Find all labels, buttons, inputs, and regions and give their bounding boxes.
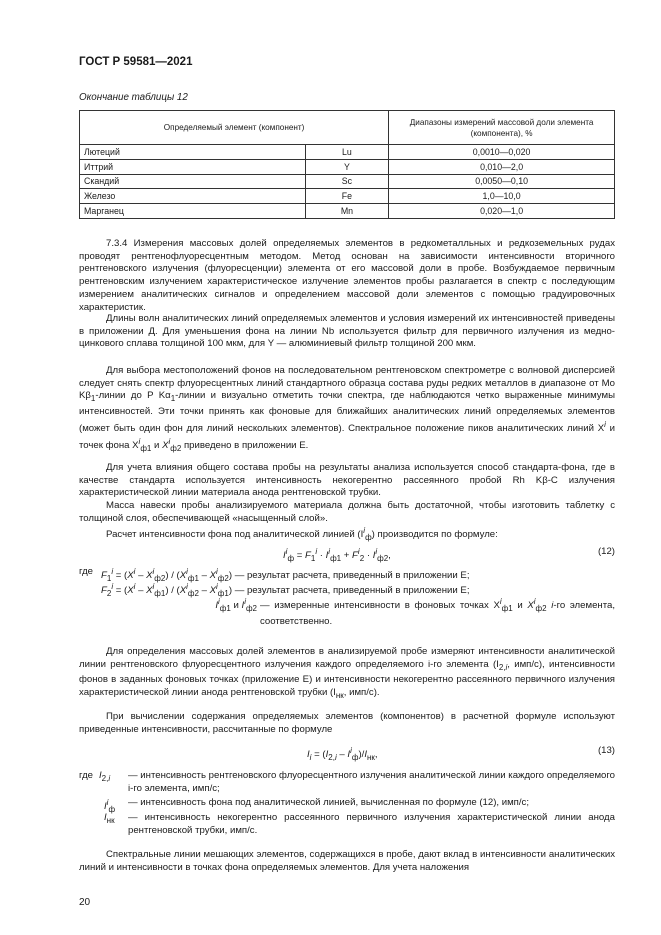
- table-cell-symbol: Lu: [305, 145, 389, 160]
- table-cell-symbol: Y: [305, 159, 389, 174]
- table-header-element: Определяемый элемент (компонент): [80, 111, 389, 145]
- table-cell-name: Железо: [80, 189, 306, 204]
- table-cell-symbol: Fe: [305, 189, 389, 204]
- term-ink: $I_{нк}$: [104, 812, 115, 825]
- table-cell-symbol: Mn: [305, 204, 389, 219]
- paragraph-background-calc: Расчет интенсивности фона под аналитической линией $(I^i_ф)$ производится по формуле:: [106, 526, 498, 543]
- where-label: где: [79, 566, 94, 577]
- table-row: [80, 174, 615, 189]
- table-row: [80, 189, 615, 204]
- desc-i2i: — интенсивность рентгеновского флуоресцентного излучения аналитической линии каждого определяемого i-го элемента, имп/с;: [128, 770, 615, 794]
- table-row: [80, 145, 615, 160]
- table-caption: Окончание таблицы 12: [79, 92, 188, 103]
- table-header-range: Диапазоны измерений массовой доли элемента (компонента), %: [389, 111, 615, 145]
- definition-term-ibg: $I^i_{ф1}$ и $I^i_{ф2}$: [215, 597, 257, 614]
- elements-table: [79, 110, 615, 219]
- paragraph-reduced-intensity: При вычислении содержания определяемых элементов (компонентов) в расчетной формуле используют приведенные интенсивности, рассчитанные по формуле: [79, 711, 615, 735]
- term-i2i: $I_{2,i}$: [99, 770, 111, 783]
- formula-13: $I_i = (I_{2,i} - I^i_ф)/I_{нк}$,: [307, 746, 378, 763]
- table-cell-range: 0,0050—0,10: [389, 174, 615, 189]
- paragraph-7-3-4: 7.3.4 Измерения массовых долей определяемых элементов в редкометалльных и редкоземельных рудах проводят рентгенофлуоресцентным методом. Метод основан на зависимости интенсивности вторичного рентгеновского излучения (флуоресценции) элемента от его массовой доли в пробе. Возбуждаемое первичным рентгеновским излучением характеристическое излучение элементов пробы разлагается в спектр с последующим измерением аналитических сигналов и определением массовой доли элементов с помощью градуировочных характеристик.: [79, 238, 615, 313]
- table-cell-name: Лютеций: [80, 145, 306, 160]
- definition-desc-ibg: — измеренные интенсивности в фоновых точках $X^i_{ф1}$ и $X^i_{ф2}$ i-го элемента, соответственно.: [260, 597, 616, 627]
- paragraph-interfering-lines: Спектральные линии мешающих элементов, содержащихся в пробе, дают вклад в интенсивности аналитических линий и интенсивности в точках фона определяемых элементов. Для учета наложения: [79, 849, 615, 873]
- page-number: 20: [79, 897, 91, 908]
- table-cell-range: 0,010—2,0: [389, 159, 615, 174]
- table-cell-range: 0,0010—0,020: [389, 145, 615, 160]
- table-cell-name: Иттрий: [80, 159, 306, 174]
- table-cell-symbol: Sc: [305, 174, 389, 189]
- paragraph-measurement: Для определения массовых долей элементов в анализируемой пробе измеряют интенсивности аналитической линии рентгеновского флуоресцентного излучения каждого определяемого i-го элемента ($I_{2,i}$, имп/с), интенсивности фонов в заданных фоновых точках (приложение Е) и интенсивности некогерентно рассеянного первичного излучения характеристической линии анода рентгеновской трубки ($I_{нк}$, имп/с).: [79, 646, 615, 700]
- where-label-2: где: [79, 770, 94, 781]
- paragraph-wavelengths: Длины волн аналитических линий определяемых элементов и условия измерений их интенсивностей приведены в приложении Д. Для уменьшения фона на линии Nb используется фильтр для первичного излучения из медно-цинкового сплава толщиной 100 мкм, для Y — алюминиевый фильтр толщиной 200 мкм.: [79, 313, 615, 350]
- term-iphi: $I^i_ф$: [104, 798, 116, 815]
- definition-f2: $F_2^i = (X^i - X^i_{ф1}) / (X^i_{ф2} - X^i_{ф1})$ — результат расчета, приведенный в приложении Е;: [101, 582, 470, 599]
- desc-iphi: — интенсивность фона под аналитической линией, вычисленная по формуле (12), имп/с;: [128, 797, 529, 808]
- formula-13-number: (13): [597, 745, 615, 756]
- formula-12-number: (12): [597, 546, 615, 557]
- table-row: [80, 159, 615, 174]
- table-row: [80, 204, 615, 219]
- desc-ink: — интенсивность некогерентно рассеянного первичного излучения характеристической линии анода рентгеновской трубки, имп/с.: [128, 812, 615, 836]
- table-cell-range: 0,020—1,0: [389, 204, 615, 219]
- definition-f1: $F_1^i = (X^i - X^i_{ф2}) / (X^i_{ф1} - X^i_{ф2})$ — результат расчета, приведенный в приложении Е;: [101, 567, 470, 584]
- paragraph-standard-background: Для учета влияния общего состава пробы на результаты анализа используется способ стандарта-фона, где в качестве стандарта используется интенсивность некогерентно рассеянного пробой Rh Kβ-С излучения характеристической линии материала анода рентгеновской трубки.: [79, 462, 615, 499]
- document-header: ГОСТ Р 59581—2021: [79, 56, 193, 68]
- paragraph-sample-mass: Масса навески пробы анализируемого материала должна быть достаточной, чтобы изготовить таблетку с толщиной слоя, обеспечивающей «насыщенный слой».: [79, 500, 615, 524]
- formula-12: $I^i_ф = F_1^i \cdot I^i_{ф1} + F^i_2 \cdot I^i_{ф2}$,: [283, 547, 391, 564]
- paragraph-background-points: Для выбора местоположений фонов на последовательном рентгеновском спектрометре с волновой дисперсией следует снять спектр флуоресцентных линий стандартного образца состава руды редких металлов в диапазоне от Mo $K\beta_1$-линии до P $K\alpha_1$-линии и визуально отметить точки спектра, где наблюдаются четко выраженные минимумы интенсивностей. Эти точки принять как фоновые для ближайших аналитических линий определяемых элементов (может быть один фон для линий нескольких элементов). Спектральное положение пиков аналитических линий $X^i$ и точек фона $X^i_{ф1}$ и $X^i_{ф2}$ приведено в приложении Е.: [79, 365, 615, 453]
- table-cell-range: 1,0—10,0: [389, 189, 615, 204]
- table-cell-name: Скандий: [80, 174, 306, 189]
- table-header-row: [80, 111, 615, 145]
- table-cell-name: Марганец: [80, 204, 306, 219]
